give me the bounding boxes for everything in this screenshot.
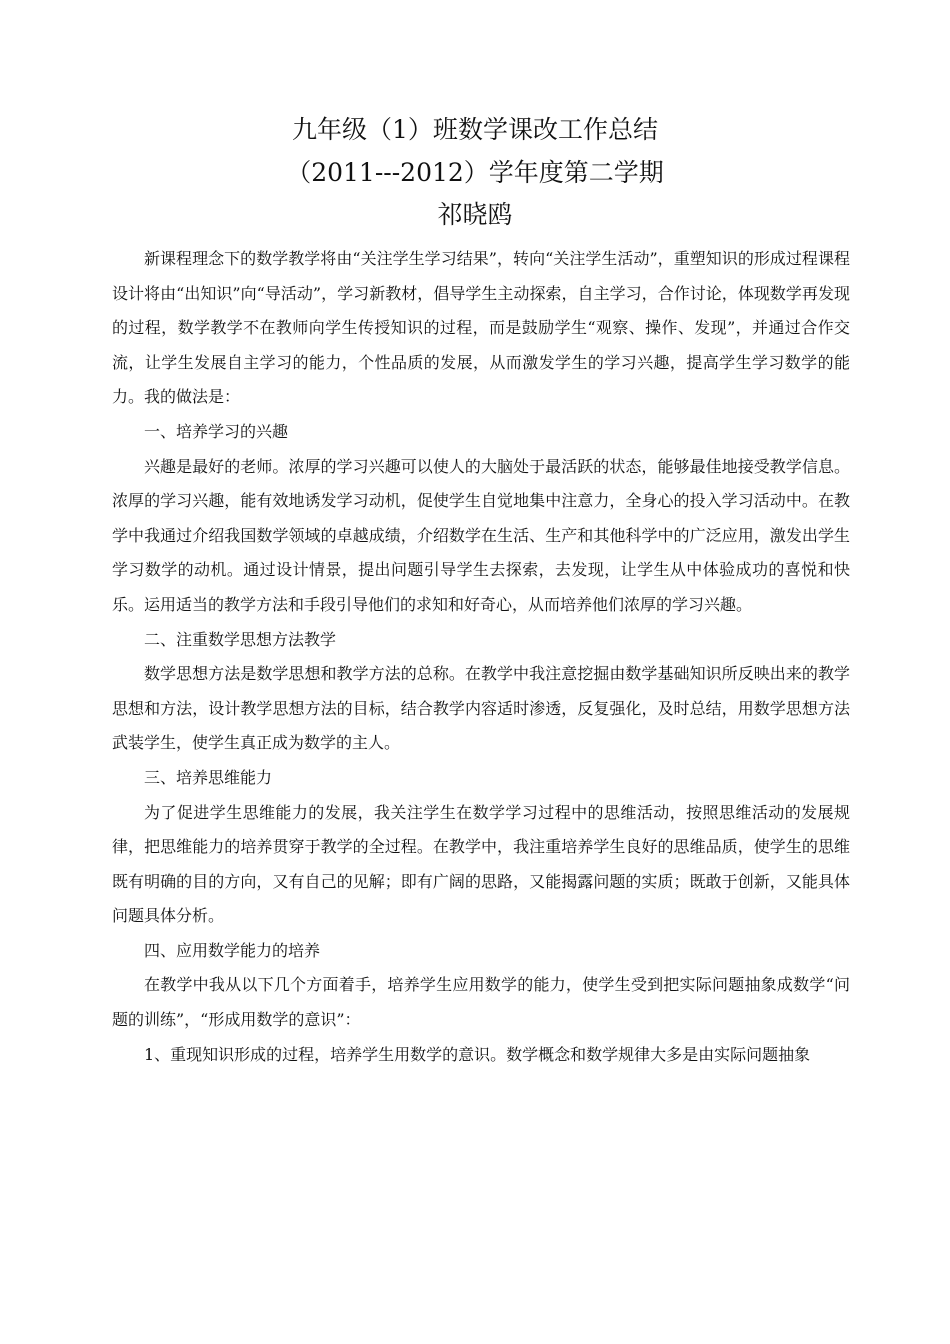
section-heading-4: 四、应用数学能力的培养 — [144, 940, 321, 960]
document-author: 祁晓鸥 — [437, 200, 513, 229]
list-item-1: 1、重现知识形成的过程，培养学生用数学的意识。数学概念和数学规律大多是由实际问题抽象 — [144, 1044, 811, 1064]
document-title: 九年级（1）班数学课改工作总结 — [292, 115, 658, 144]
section-paragraph-1: 兴趣是最好的老师。浓厚的学习兴趣可以使人的大脑处于最活跃的状态，能够最佳地接受教学信息。浓厚的学习兴趣，能有效地诱发学习动机，促使学生自觉地集中注意力，全身心的投入学习活动中。在教学中我通过介绍我国数学领域的卓越成绩，介绍数学在生活、生产和其他科学中的广泛应用，激发出学生学习数学的动机。通过设计情景，提出问题引导学生去探索，去发现，让学生从中体验成功的喜悦和快乐。运用适当的教学方法和手段引导他们的求知和好奇心，从而培养他们浓厚的学习兴趣。 — [112, 456, 850, 614]
intro-paragraph: 新课程理念下的数学教学将由“关注学生学习结果”，转向“关注学生活动”，重塑知识的形成过程课程设计将由“出知识”向“导活动”，学习新教材，倡导学生主动探索，自主学习，合作讨论，体现数学再发现的过程，数学教学不在教师向学生传授知识的过程，而是鼓励学生“观察、操作、发现”，并通过合作交流，让学生发展自主学习的能力，个性品质的发展，从而激发学生的学习兴趣，提高学生学习数学的能力。我的做法是： — [112, 249, 850, 407]
section-paragraph-2: 数学思想方法是数学思想和教学方法的总称。在教学中我注意挖掘由数学基础知识所反映出来的教学思想和方法，设计教学思想方法的目标，结合教学内容适时渗透，反复强化，及时总结，用数学思想方法武装学生，使学生真正成为数学的主人。 — [112, 664, 850, 753]
section-heading-2: 二、注重数学思想方法教学 — [144, 629, 337, 649]
section-heading-1: 一、培养学习的兴趣 — [144, 421, 289, 441]
document-subtitle: （2011---2012）学年度第二学期 — [286, 158, 664, 187]
section-heading-3: 三、培养思维能力 — [144, 767, 273, 787]
section-paragraph-3: 为了促进学生思维能力的发展，我关注学生在数学学习过程中的思维活动，按照思维活动的发展规律，把思维能力的培养贯穿于教学的全过程。在教学中，我注重培养学生良好的思维品质，使学生的思维既有明确的目的方向，又有自己的见解；即有广阔的思路，又能揭露问题的实质；既敢于创新，又能具体问题具体分析。 — [112, 802, 850, 926]
document-body — [112, 242, 850, 1072]
section-paragraph-4: 在教学中我从以下几个方面着手，培养学生应用数学的能力，使学生受到把实际问题抽象成数学“问题的训练”，“形成用数学的意识”： — [112, 975, 850, 1030]
